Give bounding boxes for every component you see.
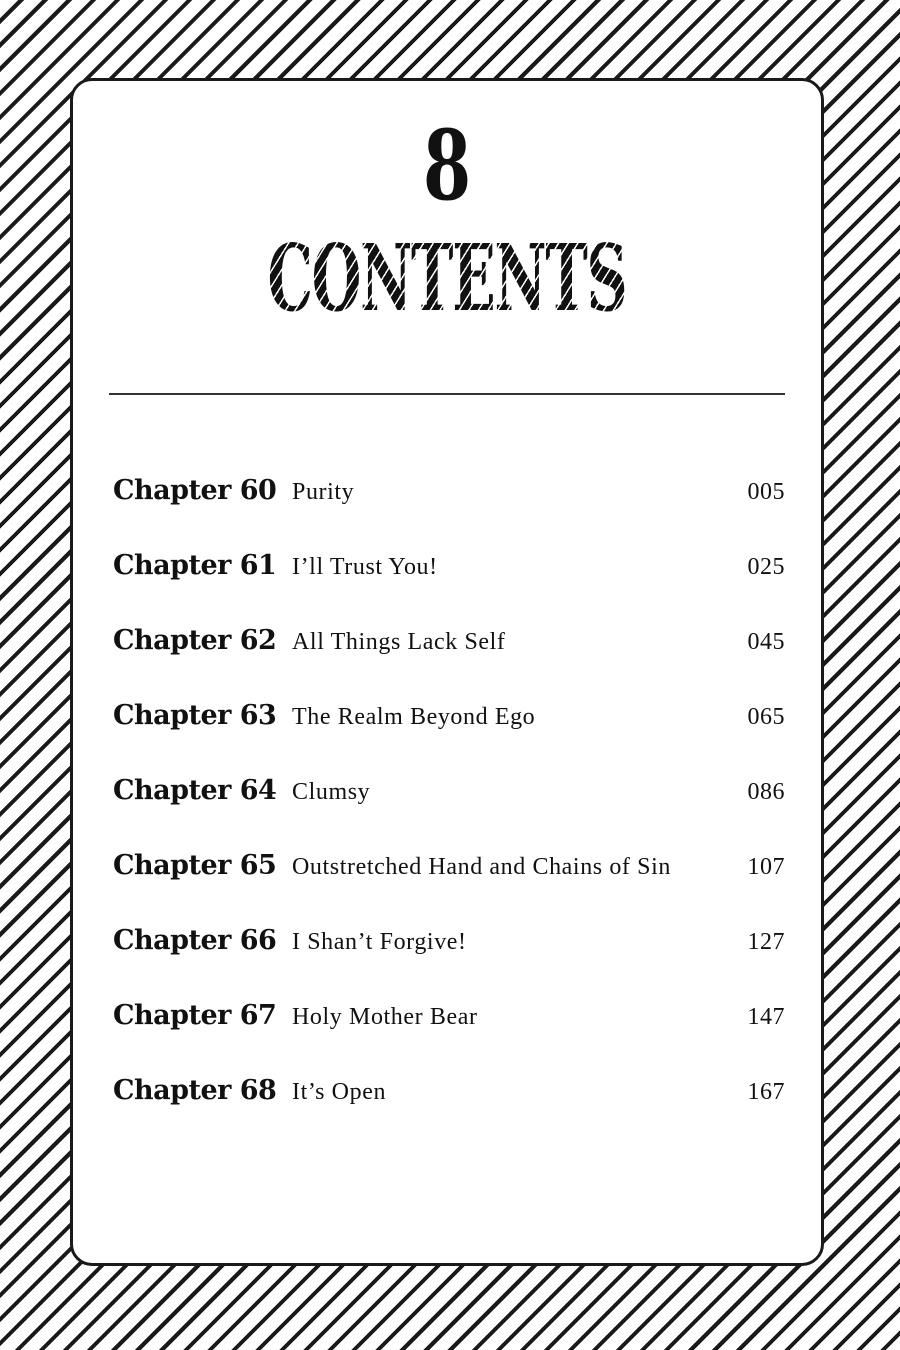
chapter-title: Holy Mother Bear — [292, 1004, 478, 1030]
chapter-label: Chapter 61 — [113, 550, 277, 581]
toc-entry[interactable] — [113, 548, 785, 623]
chapter-label: Chapter 64 — [113, 775, 277, 806]
chapter-title: Outstretched Hand and Chains of Sin — [292, 854, 671, 880]
toc-entry[interactable] — [113, 623, 785, 698]
chapter-label: Chapter 67 — [113, 1000, 277, 1031]
chapter-label: Chapter 65 — [113, 850, 277, 881]
toc-entry[interactable] — [113, 473, 785, 548]
toc-entry[interactable] — [113, 923, 785, 998]
chapter-label: Chapter 60 — [113, 475, 277, 506]
volume-number: 8 — [422, 109, 472, 222]
chapter-title: I’ll Trust You! — [292, 554, 438, 580]
toc-entry[interactable] — [113, 998, 785, 1073]
chapter-title: Purity — [292, 479, 355, 505]
page-number: 065 — [747, 704, 785, 730]
chapter-label: Chapter 68 — [113, 1075, 277, 1106]
chapter-title: All Things Lack Self — [292, 629, 506, 655]
chapter-title: Clumsy — [292, 779, 371, 805]
page-number: 086 — [747, 779, 785, 805]
divider — [109, 393, 785, 395]
contents-panel — [70, 78, 824, 1266]
chapter-label: Chapter 63 — [113, 700, 277, 731]
chapter-label: Chapter 62 — [113, 625, 277, 656]
contents-heading: CONTENTS — [215, 223, 679, 333]
chapter-title: The Realm Beyond Ego — [292, 704, 536, 730]
toc-entry[interactable] — [113, 698, 785, 773]
chapter-title: It’s Open — [292, 1079, 387, 1105]
toc-entry[interactable] — [113, 1073, 785, 1148]
chapter-title: I Shan’t Forgive! — [292, 929, 467, 955]
page-number: 167 — [747, 1079, 785, 1105]
toc-entry[interactable] — [113, 848, 785, 923]
page-number: 147 — [747, 1004, 785, 1030]
page-number: 025 — [747, 554, 785, 580]
chapter-label: Chapter 66 — [113, 925, 277, 956]
page-number: 107 — [747, 854, 785, 880]
page-number: 005 — [747, 479, 785, 505]
table-of-contents — [113, 473, 785, 1148]
page-number: 127 — [747, 929, 785, 955]
page-number: 045 — [747, 629, 785, 655]
toc-entry[interactable] — [113, 773, 785, 848]
